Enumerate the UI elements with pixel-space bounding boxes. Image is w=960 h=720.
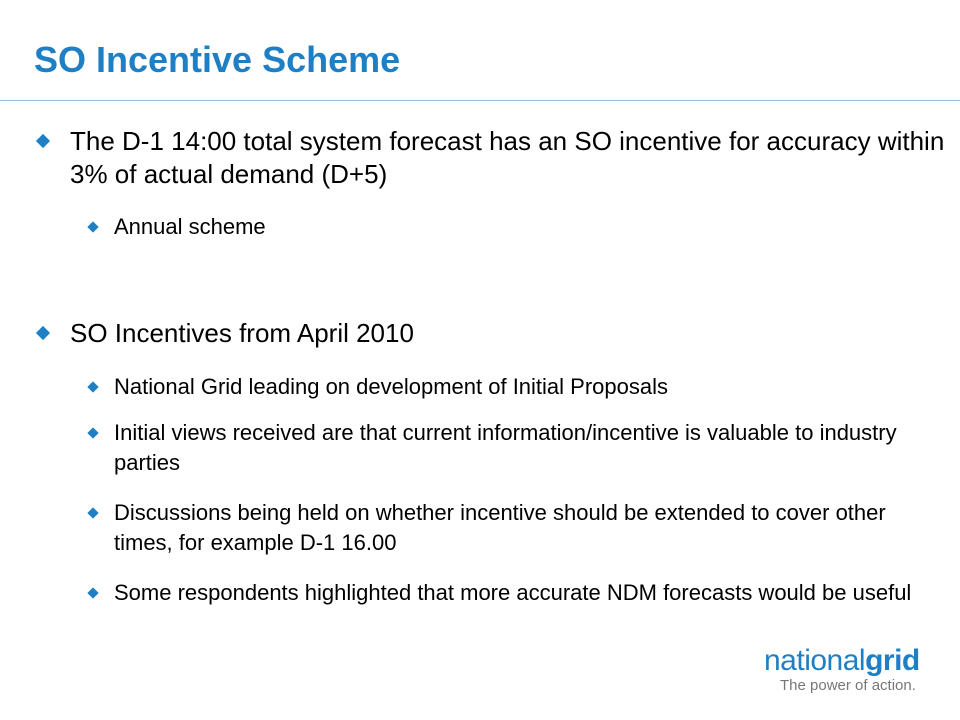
diamond-bullet-icon: [87, 221, 98, 232]
sub-bullet-item: [87, 498, 934, 558]
bullet-text: Some respondents highlighted that more accurate NDM forecasts would be useful: [114, 580, 912, 605]
sub-bullet-item: [87, 418, 934, 478]
diamond-bullet-icon: [87, 427, 98, 438]
bullet-text: Initial views received are that current information/incentive is valuable to industry parties: [114, 420, 897, 475]
bullet-text: The D-1 14:00 total system forecast has an SO incentive for accuracy within 3% of actual demand (D+5): [70, 126, 945, 189]
bullet-text: Discussions being held on whether incentive should be extended to cover other times, for example D-1 16.00: [114, 500, 886, 555]
diamond-bullet-icon: [87, 507, 98, 518]
national-grid-logo: [764, 645, 934, 695]
bullet-text: SO Incentives from April 2010: [70, 318, 414, 348]
bullet-item: [34, 125, 960, 191]
logo-tagline: The power of action.: [780, 677, 916, 694]
title-divider: [0, 100, 960, 101]
diamond-bullet-icon: [87, 587, 98, 598]
slide-title: SO Incentive Scheme: [34, 39, 401, 80]
sub-bullet-item: [87, 578, 934, 608]
logo-wordmark: [764, 645, 934, 677]
sub-bullet-item: [87, 372, 934, 402]
bullet-text: Annual scheme: [114, 214, 266, 239]
diamond-bullet-icon: [36, 134, 50, 148]
bullet-text: National Grid leading on development of Initial Proposals: [114, 374, 668, 399]
logo-word-national: national: [764, 644, 866, 677]
diamond-bullet-icon: [36, 326, 50, 340]
logo-word-grid: grid: [865, 644, 920, 677]
bullet-item: [34, 317, 960, 350]
sub-bullet-item: [87, 212, 934, 242]
diamond-bullet-icon: [87, 381, 98, 392]
